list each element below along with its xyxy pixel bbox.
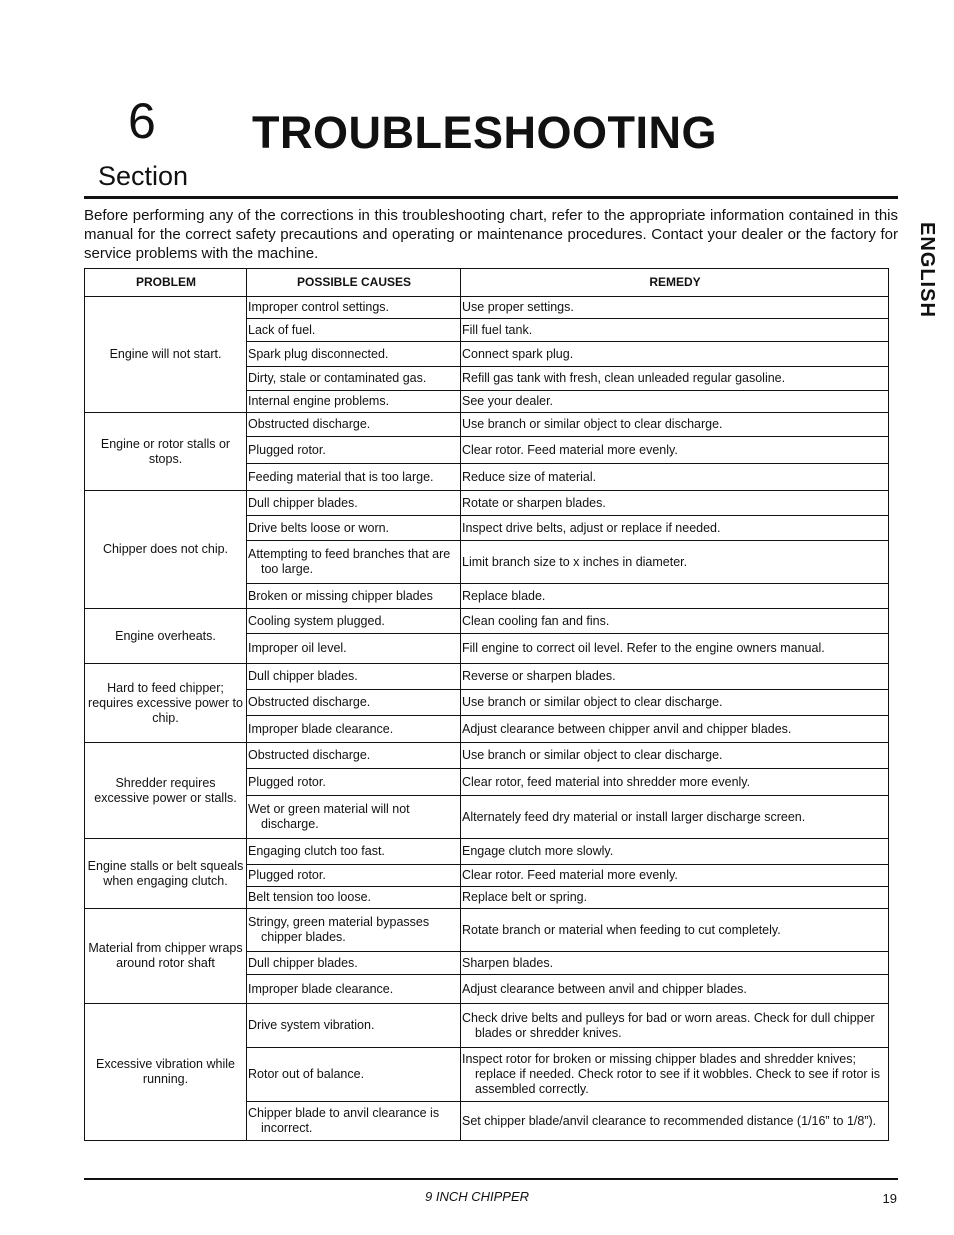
cause-cell: [247, 796, 461, 839]
remedy-cell: [461, 887, 889, 909]
remedy-cell: [461, 743, 889, 769]
problem-cell: Hard to feed chipper; requires excessive power to chip.: [85, 664, 247, 743]
cause-cell: [247, 1102, 461, 1141]
cause-cell: [247, 541, 461, 584]
remedy-text: Adjust clearance between chipper anvil and chipper blades.: [462, 721, 792, 736]
remedy-text: Clean cooling fan and fins.: [462, 613, 610, 628]
cause-text: Dull chipper blades.: [248, 955, 358, 970]
remedy-cell: [461, 909, 889, 952]
section-number: 6: [128, 93, 156, 149]
table-row: [85, 909, 889, 952]
cause-cell: [247, 464, 461, 491]
cause-cell: [247, 769, 461, 796]
remedy-text: Use proper settings.: [462, 300, 574, 314]
remedy-text: Inspect rotor for broken or missing chipper blades and shredder knives; replace if needed. Check rotor to see if it wobbles. Check to see if rotor is assembled correctly.: [462, 1052, 881, 1096]
remedy-cell: [461, 437, 889, 464]
remedy-cell: [461, 1048, 889, 1102]
remedy-cell: [461, 464, 889, 491]
remedy-text: Clear rotor, feed material into shredder more evenly.: [462, 774, 751, 789]
problem-cell: Shredder requires excessive power or stalls.: [85, 743, 247, 839]
table-row: [85, 609, 889, 634]
remedy-cell: [461, 516, 889, 541]
cause-text: Drive belts loose or worn.: [248, 520, 390, 535]
cause-text: Attempting to feed branches that are too large.: [248, 547, 451, 576]
remedy-cell: [461, 584, 889, 609]
table-row: [85, 664, 889, 690]
remedy-cell: [461, 541, 889, 584]
cause-text: Plugged rotor.: [248, 774, 326, 789]
page-title: TROUBLESHOOTING: [252, 107, 717, 158]
remedy-text: Inspect drive belts, adjust or replace if needed.: [462, 520, 721, 535]
cause-text: Dull chipper blades.: [248, 495, 358, 510]
remedy-cell: [461, 716, 889, 743]
table-row: [85, 743, 889, 769]
cause-text: Internal engine problems.: [248, 394, 390, 408]
cause-text: Cooling system plugged.: [248, 613, 385, 628]
remedy-text: Limit branch size to x inches in diameter.: [462, 554, 688, 569]
remedy-text: Use branch or similar object to clear discharge.: [462, 695, 723, 709]
cause-cell: [247, 743, 461, 769]
remedy-text: Refill gas tank with fresh, clean unleaded regular gasoline.: [462, 371, 786, 385]
remedy-cell: [461, 1004, 889, 1048]
remedy-text: Replace blade.: [462, 588, 546, 603]
column-header-causes: POSSIBLE CAUSES: [247, 269, 461, 297]
remedy-cell: [461, 609, 889, 634]
cause-cell: [247, 491, 461, 516]
problem-cell: Engine will not start.: [85, 297, 247, 413]
cause-text: Improper blade clearance.: [248, 721, 394, 736]
remedy-cell: [461, 391, 889, 413]
remedy-cell: [461, 1102, 889, 1141]
remedy-text: Alternately feed dry material or install larger discharge screen.: [462, 809, 806, 824]
remedy-text: Use branch or similar object to clear discharge.: [462, 748, 723, 762]
table-header-row: [85, 269, 889, 297]
cause-cell: [247, 716, 461, 743]
remedy-text: Adjust clearance between anvil and chipper blades.: [462, 981, 747, 996]
cause-text: Engaging clutch too fast.: [248, 844, 385, 858]
cause-cell: [247, 391, 461, 413]
remedy-text: Replace belt or spring.: [462, 890, 588, 904]
cause-cell: [247, 839, 461, 865]
section-label: Section: [98, 161, 189, 191]
table-row: [85, 413, 889, 437]
cause-text: Obstructed discharge.: [248, 695, 371, 709]
remedy-text: Rotate branch or material when feeding to cut completely.: [462, 922, 781, 937]
cause-cell: [247, 865, 461, 887]
remedy-cell: [461, 690, 889, 716]
cause-cell: [247, 1004, 461, 1048]
cause-text: Spark plug disconnected.: [248, 346, 389, 361]
remedy-text: See your dealer.: [462, 394, 554, 408]
cause-cell: [247, 367, 461, 391]
remedy-text: Clear rotor. Feed material more evenly.: [462, 442, 678, 457]
cause-cell: [247, 952, 461, 975]
remedy-text: Use branch or similar object to clear discharge.: [462, 417, 723, 431]
table-row: [85, 491, 889, 516]
remedy-cell: [461, 297, 889, 319]
remedy-cell: [461, 491, 889, 516]
remedy-cell: [461, 413, 889, 437]
cause-cell: [247, 975, 461, 1004]
troubleshooting-table: [84, 268, 889, 1141]
problem-cell: Engine stalls or belt squeals when engaging clutch.: [85, 839, 247, 909]
cause-cell: [247, 690, 461, 716]
cause-text: Plugged rotor.: [248, 442, 326, 457]
cause-text: Rotor out of balance.: [248, 1067, 365, 1081]
remedy-text: Sharpen blades.: [462, 955, 554, 970]
cause-cell: [247, 437, 461, 464]
remedy-text: Fill fuel tank.: [462, 322, 533, 337]
cause-cell: [247, 909, 461, 952]
table-row: [85, 839, 889, 865]
cause-cell: [247, 1048, 461, 1102]
cause-text: Stringy, green material bypasses chipper blades.: [248, 915, 430, 944]
cause-text: Obstructed discharge.: [248, 748, 371, 762]
cause-text: Feeding material that is too large.: [248, 469, 434, 484]
intro-paragraph: Before performing any of the corrections in this troubleshooting chart, refer to the appropriate information contained in this manual for the correct safety precautions and operating or maintenance procedures. Contact your dealer or the factory for service problems with the machine.: [84, 207, 898, 262]
table-row: [85, 297, 889, 319]
remedy-cell: [461, 796, 889, 839]
cause-cell: [247, 887, 461, 909]
footer-title: 9 INCH CHIPPER: [424, 1189, 530, 1204]
remedy-text: Reduce size of material.: [462, 469, 597, 484]
cause-cell: [247, 319, 461, 342]
header-rule: [84, 196, 898, 199]
table-body: [85, 297, 889, 1141]
cause-text: Dirty, stale or contaminated gas.: [248, 371, 427, 385]
column-header-problem: PROBLEM: [85, 269, 247, 297]
cause-text: Broken or missing chipper blades: [248, 588, 433, 603]
remedy-cell: [461, 634, 889, 664]
cause-cell: [247, 664, 461, 690]
cause-text: Belt tension too loose.: [248, 890, 371, 904]
problem-cell: Excessive vibration while running.: [85, 1004, 247, 1141]
cause-text: Improper control settings.: [248, 300, 390, 314]
cause-cell: [247, 342, 461, 367]
remedy-text: Connect spark plug.: [462, 346, 574, 361]
remedy-cell: [461, 367, 889, 391]
page-number: 19: [882, 1191, 897, 1206]
cause-text: Wet or green material will not discharge.: [248, 802, 410, 831]
cause-cell: [247, 297, 461, 319]
cause-text: Improper oil level.: [248, 641, 347, 655]
remedy-text: Check drive belts and pulleys for bad or worn areas. Check for dull chipper blades or shredder knives.: [462, 1010, 875, 1040]
remedy-cell: [461, 664, 889, 690]
remedy-text: Fill engine to correct oil level. Refer to the engine owners manual.: [462, 641, 825, 655]
remedy-text: Engage clutch more slowly.: [462, 844, 614, 858]
cause-text: Obstructed discharge.: [248, 417, 371, 431]
language-tab: ENGLISH: [916, 222, 938, 318]
remedy-cell: [461, 839, 889, 865]
cause-cell: [247, 516, 461, 541]
remedy-text: Rotate or sharpen blades.: [462, 495, 606, 510]
column-header-remedy: REMEDY: [461, 269, 889, 297]
problem-cell: Chipper does not chip.: [85, 491, 247, 609]
remedy-cell: [461, 319, 889, 342]
table-row: [85, 1004, 889, 1048]
cause-text: Drive system vibration.: [248, 1018, 375, 1032]
problem-cell: Material from chipper wraps around rotor shaft: [85, 909, 247, 1004]
remedy-text: Set chipper blade/anvil clearance to recommended distance (1/16” to 1/8”).: [462, 1113, 877, 1128]
remedy-cell: [461, 769, 889, 796]
cause-text: Plugged rotor.: [248, 868, 326, 882]
cause-text: Lack of fuel.: [248, 322, 316, 337]
remedy-cell: [461, 342, 889, 367]
problem-cell: Engine overheats.: [85, 609, 247, 664]
cause-cell: [247, 413, 461, 437]
remedy-text: Clear rotor. Feed material more evenly.: [462, 868, 678, 882]
footer-rule: [84, 1178, 898, 1180]
cause-cell: [247, 634, 461, 664]
cause-cell: [247, 584, 461, 609]
cause-text: Improper blade clearance.: [248, 981, 394, 996]
remedy-cell: [461, 952, 889, 975]
cause-text: Chipper blade to anvil clearance is incorrect.: [248, 1106, 440, 1135]
remedy-cell: [461, 975, 889, 1004]
remedy-text: Reverse or sharpen blades.: [462, 669, 616, 683]
remedy-cell: [461, 865, 889, 887]
cause-cell: [247, 609, 461, 634]
cause-text: Dull chipper blades.: [248, 669, 358, 683]
problem-cell: Engine or rotor stalls or stops.: [85, 413, 247, 491]
